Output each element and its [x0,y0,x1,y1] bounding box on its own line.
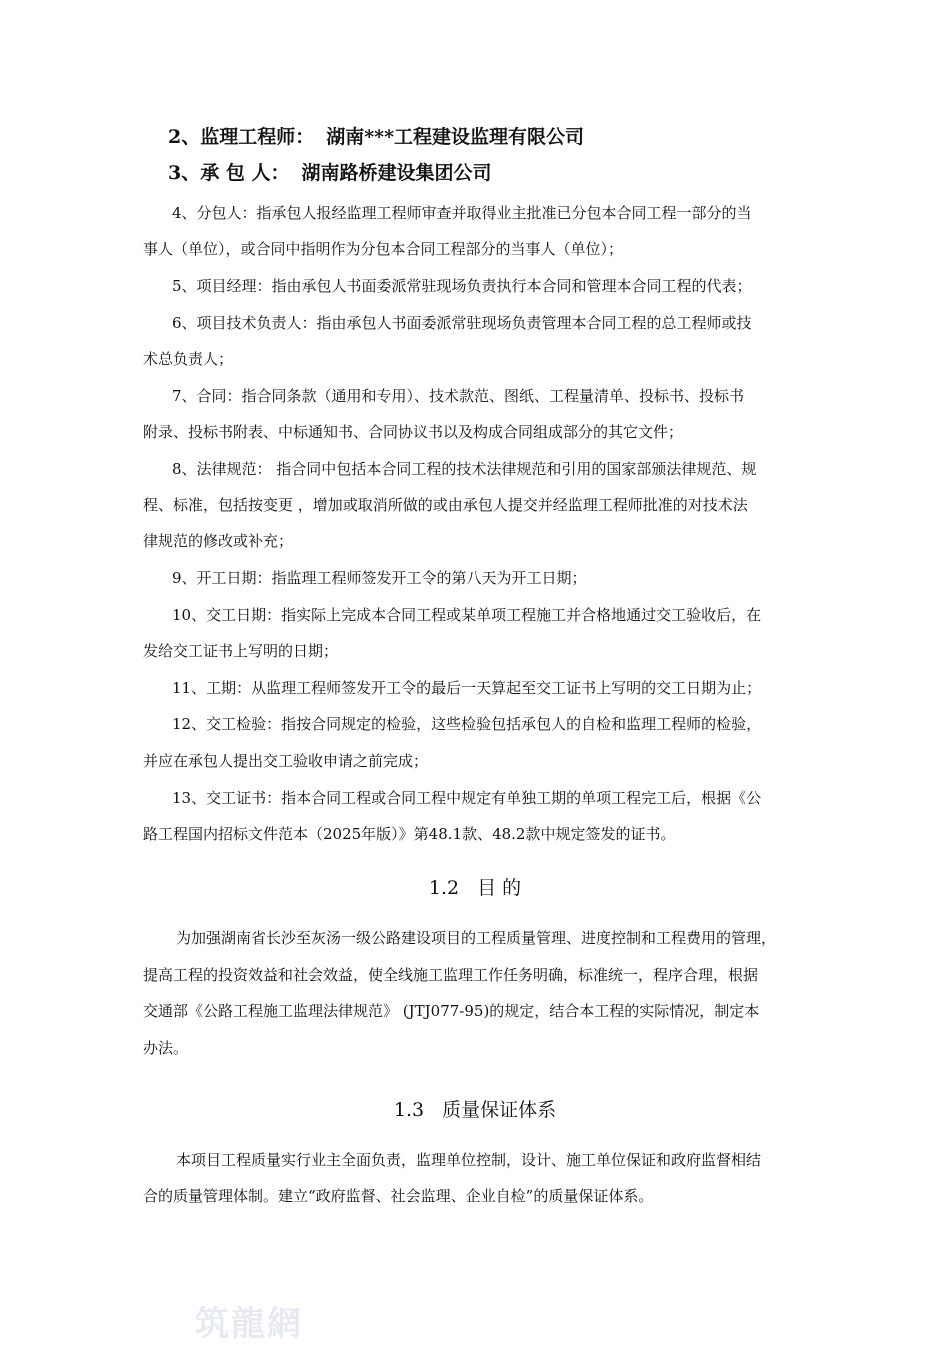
definition-line: 13、交工证书：指本合同工程或合同工程中规定有单独工期的单项工程完工后，根据《公 [172,789,762,807]
section-number: 1.2 [428,877,460,899]
definition-contractor [168,160,491,186]
definition-line: 6、项目技术负责人：指由承包人书面委派常驻现场负责管理本合同工程的总工程师或技 [172,314,752,332]
section-title: 质量保证体系 [442,1099,557,1121]
definition-line: 7、合同：指合同条款（通用和专用）、技术款范、图纸、工程量清单、投标书、投标书 [172,387,745,405]
definition-line: 11、工期：从监理工程师签发开工令的最后一天算起至交工证书上写明的交工日期为止； [172,679,762,697]
definition-value: 湖南路桥建设集团公司 [301,162,492,184]
watermark-logo: 筑龍網 [195,1304,303,1344]
definition-line: 9、开工日期：指监理工程师签发开工令的第八天为开工日期； [172,569,587,587]
section-heading-quality [0,1097,950,1123]
definition-line: 发给交工证书上写明的日期； [143,642,339,660]
definition-line: 路工程国内招标文件范本（2025年版）》第48.1款、48.2款中规定签发的证书。 [143,825,676,843]
definition-label: 2、监理工程师： [168,126,315,148]
definition-line: 并应在承包人提出交工验收申请之前完成； [143,752,429,770]
paragraph-line: 本项目工程质量实行业主全面负责，监理单位控制，设计、施工单位保证和政府监督相结 [176,1151,762,1169]
definition-value: 湖南***工程建设监理有限公司 [326,126,585,148]
definition-line: 5、项目经理：指由承包人书面委派常驻现场负责执行本合同和管理本合同工程的代表； [172,277,752,295]
paragraph-line: 交通部《公路工程施工监理法律规范》 (JTJ077-95)的规定，结合本工程的实际情况，制定本 [143,1002,760,1020]
definition-line: 事人（单位），或合同中指明作为分包本合同工程部分的当事人（单位）； [143,240,624,258]
section-heading-purpose [0,875,950,901]
definition-line: 10、交工日期：指实际上完成本合同工程或某单项工程施工并合格地通过交工验收后，在 [172,606,762,624]
definition-label: 3、承 包 人： [168,162,290,184]
definition-line: 附录、投标书附表、中标通知书、合同协议书以及构成合同组成部分的其它文件； [143,423,684,441]
paragraph-line: 提高工程的投资效益和社会效益，使全线施工监理工作任务明确，标准统一，程序合理，根据 [143,966,759,984]
definition-line: 12、交工检验：指按合同规定的检验，这些检验包括承包人的自检和监理工程师的检验， [172,715,762,733]
paragraph-line: 合的质量管理体制。建立“政府监督、社会监理、企业自检”的质量保证体系。 [143,1187,654,1205]
definition-supervising-engineer [168,124,584,150]
definition-line: 8、法律规范： 指合同中包括本合同工程的技术法律规范和引用的国家部颁法律规范、规 [172,460,757,478]
section-title: 目 的 [477,877,522,899]
definition-line: 程、标准，包括按变更 ，增加或取消所做的或由承包人提交并经监理工程师批准的对技术法 [143,496,748,514]
paragraph-line: 为加强湖南省长沙至灰汤一级公路建设项目的工程质量管理、进度控制和工程费用的管理， [176,929,777,947]
definition-line: 律规范的修改或补充； [143,532,294,550]
definition-line: 4、分包人：指承包人报经监理工程师审查并取得业主批准已分包本合同工程一部分的当 [172,204,752,222]
section-number: 1.3 [393,1099,425,1121]
definition-line: 术总负责人； [143,350,234,368]
paragraph-line: 办法。 [143,1039,189,1057]
